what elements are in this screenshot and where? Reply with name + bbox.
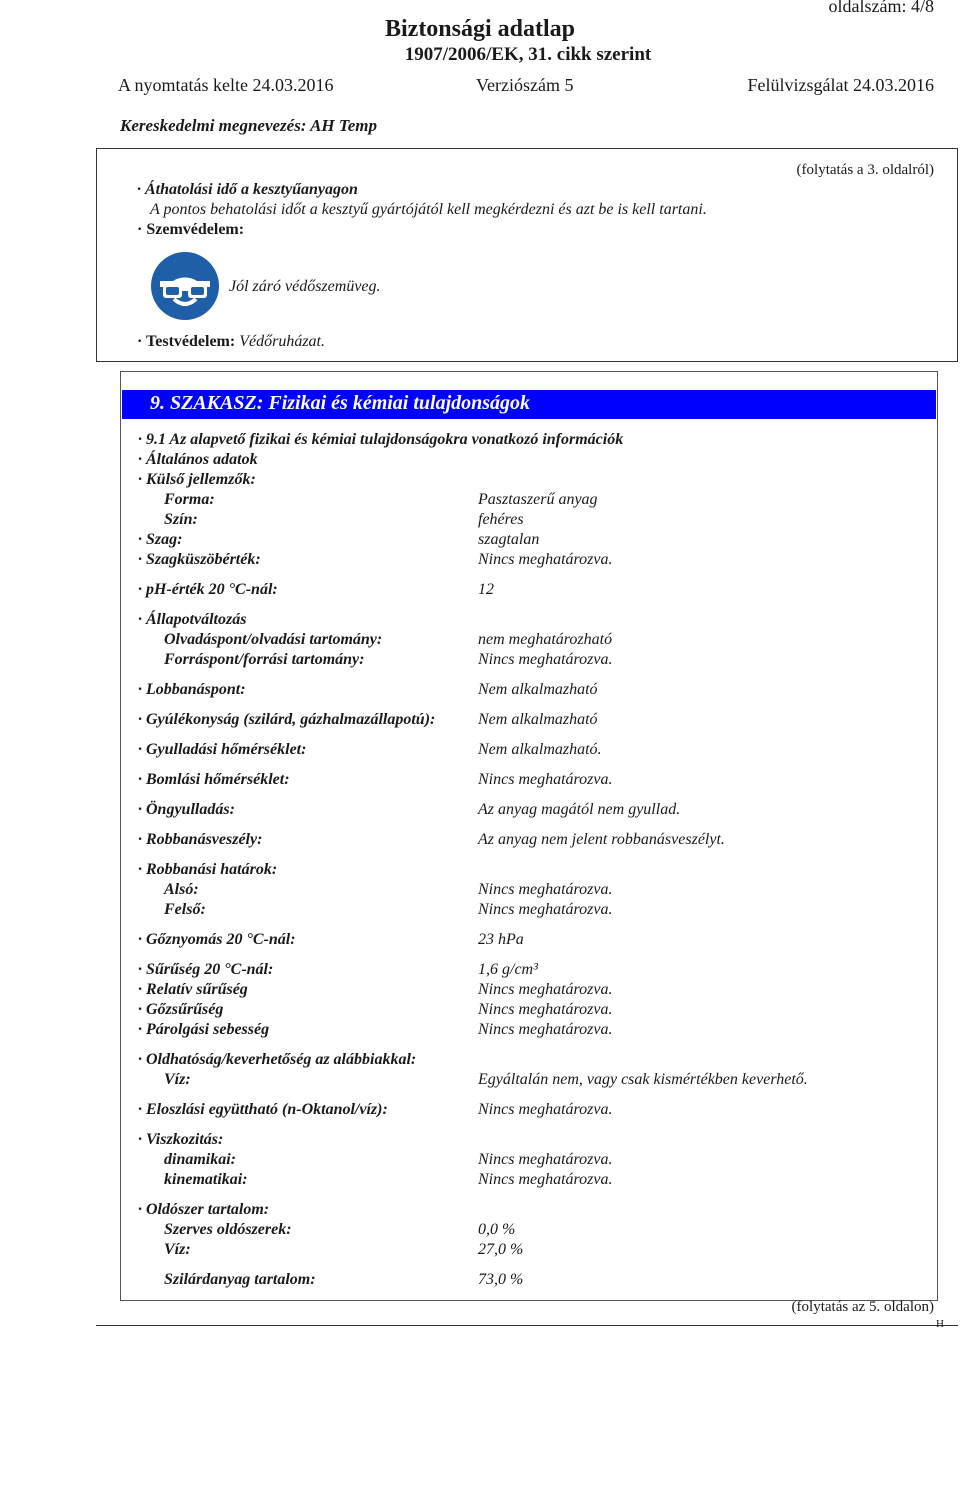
property-label: Szilárdanyag tartalom: (164, 1271, 316, 1288)
property-row (138, 551, 613, 569)
property-row (164, 1221, 516, 1239)
property-label: Olvadáspont/olvadási tartomány: (164, 631, 383, 648)
property-value: Nincs meghatározva. (478, 901, 613, 918)
property-value: Nincs meghatározva. (478, 881, 613, 898)
property-label: · Gőzsűrűség (138, 1001, 224, 1018)
property-row (138, 981, 613, 999)
property-row (138, 741, 602, 759)
revision-date: Felülvizsgálat 24.03.2016 (747, 75, 934, 95)
property-row (138, 431, 623, 449)
property-row (164, 491, 598, 509)
glove-penetration-text: A pontos behatolási időt a kesztyű gyártójától kell megkérdezni és azt be is kell tartani. (150, 201, 707, 218)
property-value: Nincs meghatározva. (478, 771, 613, 788)
property-value: nem meghatározható (478, 631, 613, 648)
property-row (138, 861, 277, 879)
property-row (138, 931, 524, 949)
property-label: · Eloszlási együttható (n-Oktanol/víz): (138, 1101, 388, 1118)
body-protection (137, 333, 325, 351)
property-value: fehéres (478, 511, 524, 528)
property-row (138, 611, 246, 629)
property-label: Alsó: (164, 881, 199, 898)
property-row (164, 1071, 808, 1089)
property-label: · Gőznyomás 20 °C-nál: (138, 931, 296, 948)
property-value: szagtalan (478, 531, 540, 548)
property-row (164, 881, 613, 899)
eye-protection-text: Jól záró védőszemüveg. (229, 278, 381, 295)
property-label: · Oldószer tartalom: (138, 1201, 270, 1218)
property-value: 12 (478, 581, 494, 598)
property-label: · Oldhatóság/keverhetőség az alábbiakkal: (138, 1051, 417, 1068)
property-row (164, 1171, 613, 1189)
property-row (138, 451, 258, 469)
property-row (164, 1241, 524, 1259)
property-label: · Öngyulladás: (138, 801, 235, 818)
property-row (164, 1151, 613, 1169)
body-protection-value: Védőruházat. (239, 333, 325, 350)
property-label: · Bomlási hőmérséklet: (138, 771, 290, 788)
property-row (164, 1271, 524, 1289)
property-label: · Külső jellemzők: (138, 471, 256, 488)
document-title: Biztonsági adatlap (384, 16, 576, 42)
bottom-rule (96, 1325, 958, 1326)
property-row (164, 901, 613, 919)
property-label: Felső: (164, 901, 206, 918)
property-row (164, 631, 613, 649)
property-row (138, 1051, 416, 1069)
property-label: · Viszkozitás: (138, 1131, 224, 1148)
property-value: Nincs meghatározva. (478, 651, 613, 668)
footer-mark: H (936, 1318, 944, 1330)
property-value: 73,0 % (478, 1271, 524, 1288)
property-row (138, 771, 613, 789)
property-row (138, 1131, 223, 1149)
property-value: Egyáltalán nem, vagy csak kismértékben keverhető. (478, 1071, 808, 1088)
property-row (138, 831, 725, 849)
property-value: Nincs meghatározva. (478, 1021, 613, 1038)
property-row (138, 711, 598, 729)
property-row (164, 651, 613, 669)
property-label: Forma: (164, 491, 215, 508)
property-row (164, 511, 524, 529)
property-row (138, 961, 538, 979)
property-value: Nincs meghatározva. (478, 981, 613, 998)
property-label: · Robbanásveszély: (138, 831, 263, 848)
property-label: · 9.1 Az alapvető fizikai és kémiai tulajdonságokra vonatkozó információk (138, 431, 624, 448)
property-value: Nincs meghatározva. (478, 1101, 613, 1118)
trade-name: Kereskedelmi megnevezés: AH Temp (120, 116, 377, 135)
property-value: Nincs meghatározva. (478, 551, 613, 568)
property-value: Nem alkalmazható (478, 711, 598, 728)
property-value: Nincs meghatározva. (478, 1171, 613, 1188)
property-label: · pH-érték 20 °C-nál: (138, 581, 278, 598)
property-row (138, 1021, 613, 1039)
property-row (138, 1201, 269, 1219)
eye-protection-label: · Szemvédelem: (137, 221, 245, 238)
property-label: Víz: (164, 1241, 191, 1258)
property-label: dinamikai: (164, 1151, 237, 1168)
safety-goggles-icon (150, 251, 220, 321)
print-date: A nyomtatás kelte 24.03.2016 (118, 75, 334, 95)
property-value: Az anyag magától nem gyullad. (478, 801, 681, 818)
body-protection-label: · Testvédelem: (137, 333, 236, 350)
property-value: Pasztaszerű anyag (478, 491, 598, 508)
property-value: 27,0 % (478, 1241, 524, 1258)
continuation-to: (folytatás az 5. oldalon) (791, 1299, 934, 1315)
property-value: 1,6 g/cm³ (478, 961, 538, 978)
property-label: · Szagküszöbérték: (138, 551, 261, 568)
property-label: · Robbanási határok: (138, 861, 278, 878)
property-label: · Párolgási sebesség (138, 1021, 270, 1038)
property-label: Forráspont/forrási tartomány: (164, 651, 365, 668)
property-label: Szerves oldószerek: (164, 1221, 292, 1238)
property-row (138, 1001, 613, 1019)
property-row (138, 471, 256, 489)
property-row (138, 801, 681, 819)
property-row (138, 681, 598, 699)
property-row (138, 581, 494, 599)
property-label: · Gyúlékonyság (szilárd, gázhalmazállapotú): (138, 711, 436, 728)
property-label: · Állapotváltozás (138, 611, 247, 628)
page-number: oldalszám: 4/8 (828, 0, 934, 16)
property-value: Az anyag nem jelent robbanásveszélyt. (478, 831, 725, 848)
section-9-title: 9. SZAKASZ: Fizikai és kémiai tulajdonságok (150, 392, 531, 414)
property-label: · Sűrűség 20 °C-nál: (138, 961, 274, 978)
property-row (138, 1101, 613, 1119)
property-label: · Szag: (138, 531, 183, 548)
property-value: Nincs meghatározva. (478, 1001, 613, 1018)
property-label: Szín: (164, 511, 198, 528)
property-value: Nem alkalmazható (478, 681, 598, 698)
glove-penetration-title: · Áthatolási idő a kesztyűanyagon (137, 181, 358, 198)
property-label: Víz: (164, 1071, 191, 1088)
property-label: · Lobbanáspont: (138, 681, 246, 698)
property-row (138, 531, 540, 549)
property-value: 0,0 % (478, 1221, 516, 1238)
property-value: Nem alkalmazható. (478, 741, 602, 758)
property-value: Nincs meghatározva. (478, 1151, 613, 1168)
property-label: · Gyulladási hőmérséklet: (138, 741, 307, 758)
version: Verziószám 5 (476, 75, 574, 95)
continuation-from: (folytatás a 3. oldalról) (796, 162, 934, 178)
property-label: · Általános adatok (138, 451, 258, 468)
property-label: kinematikai: (164, 1171, 248, 1188)
property-value: 23 hPa (478, 931, 524, 948)
document-subtitle: 1907/2006/EK, 31. cikk szerint (404, 44, 652, 65)
property-label: · Relatív sűrűség (138, 981, 248, 998)
